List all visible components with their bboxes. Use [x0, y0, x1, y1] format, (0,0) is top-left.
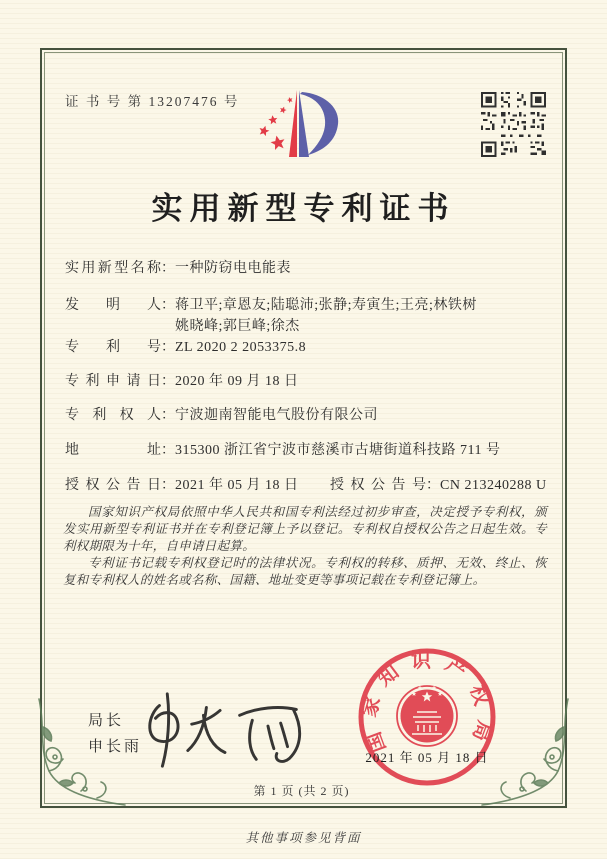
field-colon: ： [161, 443, 175, 458]
field-colon: ： [161, 374, 175, 389]
grant-date-group [65, 478, 299, 493]
back-side-note: 其他事项参见背面 [245, 831, 362, 845]
director-title: 局长 [88, 713, 125, 729]
director-signature [128, 686, 318, 774]
field-label: 专利权人 [65, 408, 161, 423]
field-value: CN 213240288 U [440, 478, 547, 493]
page-indicator: 第 1 页 (共 2 页) [253, 784, 350, 798]
cnipa-logo [250, 86, 345, 161]
inventor-line-1: 蒋卫平;章恩友;陆聪沛;张静;寿寅生;王亮;林铁树 [175, 298, 477, 313]
field-row-utility-model-name [65, 258, 547, 279]
certificate-body [63, 504, 547, 589]
seal-agency-text: 国家知识产权局 [358, 650, 496, 756]
field-colon: ： [161, 298, 175, 313]
field-label: 授权公告号 [330, 478, 426, 493]
field-row-grant [65, 475, 547, 496]
field-value: 2020 年 09 月 18 日 [175, 374, 299, 389]
field-label: 地址 [65, 443, 161, 458]
certificate-number: 证 书 号 第 13207476 号 [65, 94, 240, 109]
qr-code [481, 92, 546, 157]
field-value: 315300 浙江省宁波市慈溪市古塘街道科技路 711 号 [175, 443, 501, 458]
field-row-address [65, 440, 547, 461]
body-paragraph-1: 国家知识产权局依照中华人民共和国专利法经过初步审查，决定授予专利权，颁发实用新型专利证书并在专利登记簿上予以登记。专利权自授权公告之日起生效。专利权期限为十年，自申请日起算。 [63, 505, 547, 553]
certificate-title: 实用新型专利证书 [151, 191, 456, 226]
field-colon: ： [161, 340, 175, 355]
national-emblem-icon [397, 686, 457, 746]
field-value: ZL 2020 2 2053375.8 [175, 340, 307, 355]
field-label: 发明人 [65, 298, 161, 313]
field-value: 宁波迦南智能电气股份有限公司 [175, 408, 378, 423]
field-colon: ： [161, 408, 175, 423]
field-label: 专利申请日 [65, 374, 161, 389]
field-colon: ： [426, 478, 440, 493]
field-value: 一种防窃电电能表 [175, 261, 291, 276]
inventor-line-2: 姚晓峰;郭巨峰;徐杰 [175, 319, 300, 334]
field-row-patentee [65, 405, 547, 426]
field-label: 实用新型名称 [65, 261, 161, 276]
seal-date: 2021 年 05 月 18 日 [365, 750, 489, 765]
field-value: 2021 年 05 月 18 日 [175, 478, 299, 493]
field-colon: ： [161, 261, 175, 276]
field-colon: ： [161, 478, 175, 493]
field-row-inventors [65, 295, 547, 337]
field-row-filing-date [65, 371, 547, 392]
field-label: 专利号 [65, 340, 161, 355]
field-row-patent-number [65, 337, 547, 358]
field-value [175, 295, 477, 337]
director-name: 申长雨 [88, 739, 143, 755]
body-paragraph-2: 专利证书记载专利权登记时的法律状况。专利权的转移、质押、无效、终止、恢复和专利权人的姓名或名称、国籍、地址变更等事项记载在专利登记簿上。 [63, 556, 547, 587]
field-label: 授权公告日 [65, 478, 161, 493]
grant-number-group [330, 475, 547, 496]
